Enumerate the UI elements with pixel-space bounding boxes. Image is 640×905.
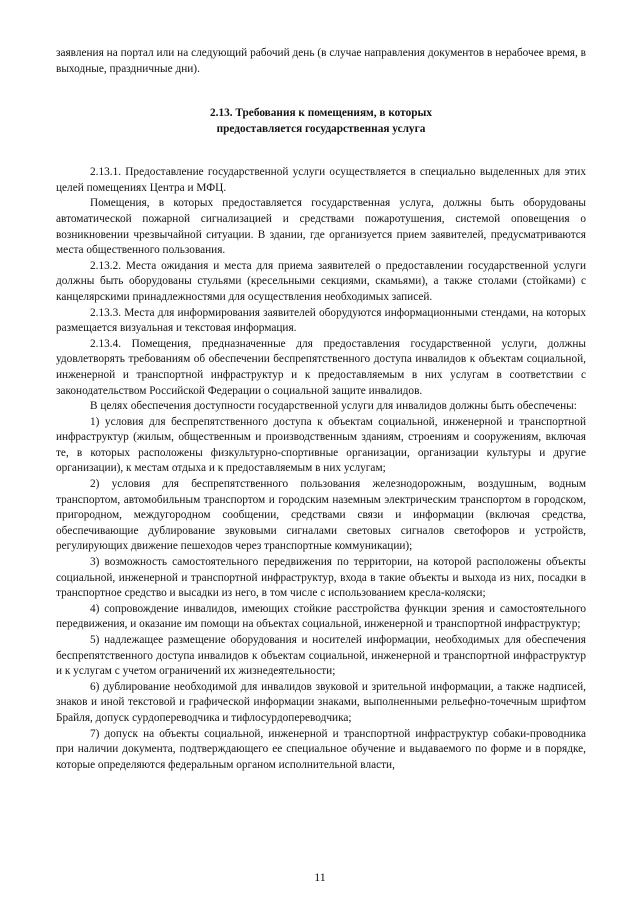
paragraph-2-13-1: 2.13.1. Предоставление государственной услуги осуществляется в специально выделенных для этих целей помещениях Центра и МФЦ. <box>56 166 586 194</box>
paragraph-accessibility-intro: В целях обеспечения доступности государственной услуги для инвалидов должны быть обеспечены: <box>90 400 577 413</box>
section-heading <box>56 105 586 137</box>
paragraph-2-13-3: 2.13.3. Места для информирования заявителей оборудуются информационными стендами, на которых размещается визуальная и текстовая информация. <box>56 306 586 335</box>
list-item-5: 5) надлежащее размещение оборудования и носителей информации, необходимых для обеспечения беспрепятственного доступа инвалидов к объектам социальной, инженерной и транспортной инфраструктур и к услугам с учетом ограничений их жизнедеятельности; <box>56 634 586 678</box>
section-title-line2: предоставляется государственная услуга <box>216 123 426 136</box>
list-item-6: 6) дублирование необходимой для инвалидов звуковой и зрительной информации, а также надписей, знаков и иной текстовой и графической информации знаками, выполненными рельефно-точечным шрифтом Брайля, допуск сурдопереводчика и тифлосурдопереводчика; <box>56 680 586 724</box>
paragraph-2-13-2: 2.13.2. Места ожидания и места для приема заявителей о предоставлении государственной услуги должны быть оборудованы стульями (кресельными секциями, скамьями), а также столами (стойками) с канцелярскими принадлежностями для осуществления необходимых записей. <box>56 259 586 303</box>
page-number: 11 <box>314 870 326 884</box>
section-title-line1: 2.13. Требования к помещениям, в которых <box>210 107 432 120</box>
list-item-7: 7) допуск на объекты социальной, инженерной и транспортной инфраструктур собаки-проводника при наличии документа, подтверждающего ее специальное обучение и выдаваемого по форме и в порядке, которые определяются федеральным органом исполнительной власти, <box>56 727 586 771</box>
intro-paragraph: заявления на портал или на следующий рабочий день (в случае направления документов в нерабочее время, в выходные, праздничные дни). <box>56 47 586 75</box>
list-item-2: 2) условия для беспрепятственного пользования железнодорожным, воздушным, водным транспортом, автомобильным транспортом и городским наземным электрическим транспортом в городском, пригородном, междугородном сообщении, средствами связи и информации (включая средства, обеспечивающие дублирование звуковыми сигналами световых сигналов светофоров и устройств, регулирующих движение пешеходов через транспортные коммуникации); <box>56 478 586 553</box>
list-item-4: 4) сопровождение инвалидов, имеющих стойкие расстройства функции зрения и самостоятельного передвижения, и оказание им помощи на объектах социальной, инженерной и транспортной инфраструктур; <box>56 602 586 631</box>
paragraph-2-13-4: 2.13.4. Помещения, предназначенные для предоставления государственной услуги, должны удовлетворять требованиям об обеспечении беспрепятственного доступа инвалидов к объектам социальной, инженерной и транспортной инфраструктур и к предоставляемым в них услугам в соответствии с законодательством Российской Федерации о социальной защите инвалидов. <box>56 337 586 397</box>
list-item-3: 3) возможность самостоятельного передвижения по территории, на которой расположены объекты социальной, инженерной и транспортной инфраструктур, входа в такие объекты и выхода из них, посадки в транспортное средство и высадки из него, в том числе с использованием кресла-коляски; <box>56 556 586 600</box>
paragraph-premises: Помещения, в которых предоставляется государственная услуга, должны быть оборудованы автоматической пожарной сигнализацией и средствами пожаротушения, системой оповещения о возникновении чрезвычайной ситуации. В здании, где организуется прием заявителей, предусматриваются места общественного пользования. <box>56 197 586 257</box>
list-item-1: 1) условия для беспрепятственного доступа к объектам социальной, инженерной и транспортной инфраструктур (жилым, общественным и производственным зданиям, строениям и сооружениям, включая те, в которых расположены физкультурно-спортивные организации, организации культуры и другие организации), к местам отдыха и к предоставляемым в них услугам; <box>56 415 586 475</box>
